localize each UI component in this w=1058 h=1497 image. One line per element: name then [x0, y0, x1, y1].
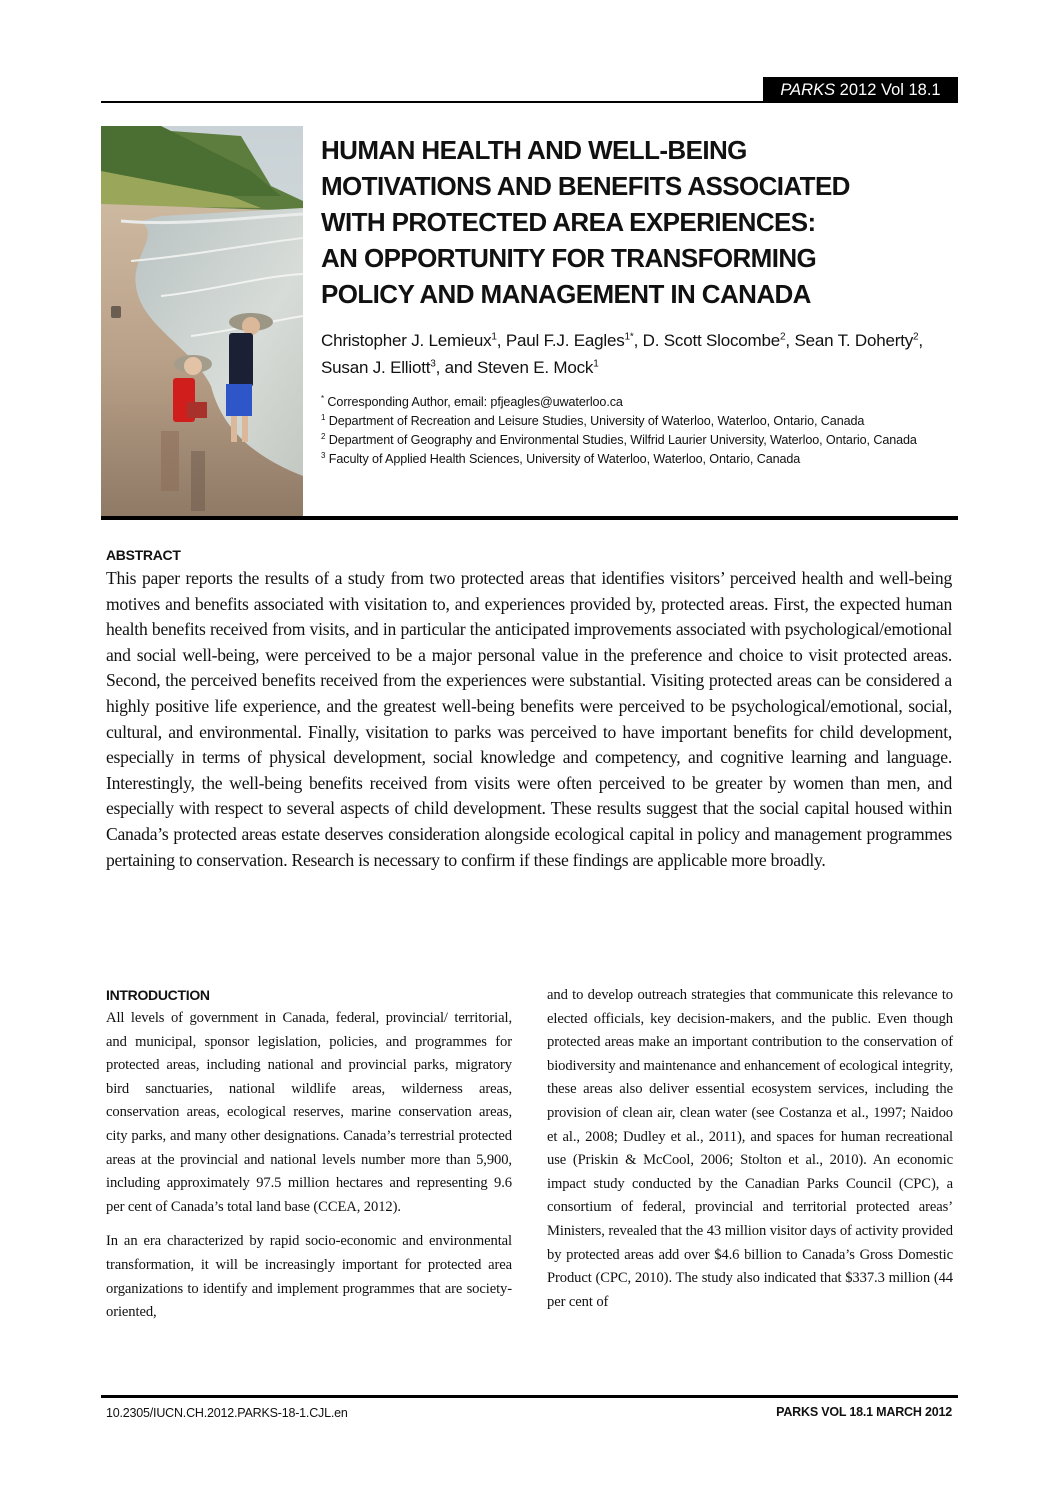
introduction-paragraph: In an era characterized by rapid socio-economic and environmental transformation, it will be increasingly important for protected area organizations to identify and implement programmes that are society-oriented, [106, 1233, 512, 1321]
affiliation-text: Faculty of Applied Health Sciences, University of Waterloo, Waterloo, Ontario, Canada [325, 452, 801, 466]
header-rule [101, 101, 958, 103]
title-block [321, 132, 941, 469]
abstract-section [106, 546, 952, 873]
author-affiliation-mark: 3 [430, 358, 436, 370]
affiliation-corresponding [321, 393, 941, 412]
author-name: Christopher J. Lemieux [321, 331, 492, 350]
cover-photo [101, 126, 303, 516]
introduction-paragraph-continued: and to develop outreach strategies that communicate this relevance to elected officials, key decision-makers, and the public. Even though protected areas make an important contribution to the conservation of biodiversity and maintenance and enhancement of ecological integrity, these areas also deliver essential ecosystem services, including the provision of clean air, clean water (see Costanza et al., 1997; Naidoo et al., 2008; Dudley et al., 2011), and spaces for human recreational use (Priskin & McCool, 2006; Stolton et al., 2010). An economic impact study conducted by the Canadian Parks Council (CPC), a consortium of federal, provincial and territorial protected areas’ Ministers, revealed that the 43 million visitor days of activity provided by protected areas add over $4.6 billion to Canada’s Gross Domestic Product (CPC, 2010). The study also indicated that $337.3 million (44 per cent of [547, 987, 953, 1310]
title-line: WITH PROTECTED AREA EXPERIENCES: [321, 207, 816, 237]
author-name: Paul F.J. Eagles [505, 331, 625, 350]
introduction-paragraph: All levels of government in Canada, federal, provincial/ territorial, and municipal, sponsor legislation, policies, and programmes for protected areas, including national and provincial parks, migratory bird sanctuaries, national wildlife areas, wilderness areas, conservation areas, ecological reserves, marine conservation areas, city parks, and many other designations. Canada’s terrestrial protected areas at the provincial and national levels number more than 5,900, including approximately 97.5 million hectares and representing 9.6 per cent of Canada’s total land base (CCEA, 2012). [106, 1010, 512, 1215]
journal-name: PARKS [780, 81, 836, 99]
issue-label: PARKS VOL 18.1 MARCH 2012 [776, 1405, 952, 1419]
beach-children-photo-icon [101, 126, 303, 516]
affiliation-mark: 1 [321, 412, 326, 422]
title-line: AN OPPORTUNITY FOR TRANSFORMING [321, 243, 817, 273]
footer-rule [101, 1395, 958, 1398]
introduction-left-column [106, 986, 512, 1325]
title-section-rule [101, 516, 958, 520]
author-name: D. Scott Slocombe [642, 331, 781, 350]
affiliation-mark: 3 [321, 450, 326, 460]
author-affiliation-mark: 2 [913, 331, 919, 343]
author-separator: , [785, 331, 795, 350]
author-separator: , [633, 331, 643, 350]
author-separator: , and [435, 358, 477, 377]
title-line: MOTIVATIONS AND BENEFITS ASSOCIATED [321, 171, 850, 201]
author-affiliation-mark: 1 [491, 331, 497, 343]
article-title [321, 132, 941, 312]
introduction-right-column [547, 984, 953, 1314]
author-separator: , [496, 331, 506, 350]
affiliation-list [321, 393, 941, 469]
journal-volume: 2012 Vol 18.1 [835, 81, 941, 99]
author-name: Sean T. Doherty [794, 331, 914, 350]
affiliation-item [321, 450, 941, 469]
author-affiliation-mark: 2 [780, 331, 786, 343]
title-line: POLICY AND MANAGEMENT IN CANADA [321, 279, 811, 309]
title-line: HUMAN HEALTH AND WELL-BEING [321, 135, 747, 165]
author-affiliation-mark: 1 [593, 358, 599, 370]
author-affiliation-mark: 1* [624, 331, 634, 343]
author-list [321, 327, 941, 381]
introduction-heading: INTRODUCTION [106, 987, 210, 1003]
author-name: Susan J. Elliott [321, 358, 431, 377]
affiliation-text: Department of Recreation and Leisure Studies, University of Waterloo, Waterloo, Ontario, Canada [325, 414, 865, 428]
affiliation-mark: * [321, 393, 325, 403]
affiliation-mark: 2 [321, 431, 326, 441]
abstract-heading: ABSTRACT [106, 547, 181, 563]
affiliation-text: Department of Geography and Environmental Studies, Wilfrid Laurier University, Waterloo, Ontario, Canada [325, 433, 917, 447]
affiliation-item [321, 431, 941, 450]
author-name: Steven E. Mock [476, 358, 594, 377]
doi-link[interactable]: 10.2305/IUCN.CH.2012.PARKS-18-1.CJL.en [106, 1406, 348, 1420]
journal-header-tag [763, 77, 958, 103]
author-separator: , [918, 331, 923, 350]
affiliation-text: Corresponding Author, email: pfjeagles@uwaterloo.ca [324, 395, 623, 409]
abstract-body: This paper reports the results of a study from two protected areas that identifies visitors’ perceived health and well-being motives and benefits associated with visitation to, and experiences provided by, protected areas. First, the expected human health benefits received from visits, and in particular the anticipated improvements associated with psychological/emotional and social well-being, were perceived to be a major personal value in the preference and choice to visit protected areas. Second, the perceived benefits received from the experiences were substantial. Visiting protected areas can be considered a highly positive life experience, and the greatest well-being benefits were perceived to be psychological/emotional, social, cultural, and environmental. Finally, visitation to parks was perceived to have important benefits for child development, especially in terms of physical development, social knowledge and competency, and cognitive learning and language. Interestingly, the well-being benefits received from visits were often perceived to be greater by women than men, and especially with respect to several aspects of child development. These results suggest that the social capital housed within Canada’s protected areas estate deserves consideration alongside ecological capital in policy and management programmes pertaining to conservation. Research is necessary to confirm if these findings are applicable more broadly. [106, 568, 952, 870]
affiliation-item [321, 412, 941, 431]
